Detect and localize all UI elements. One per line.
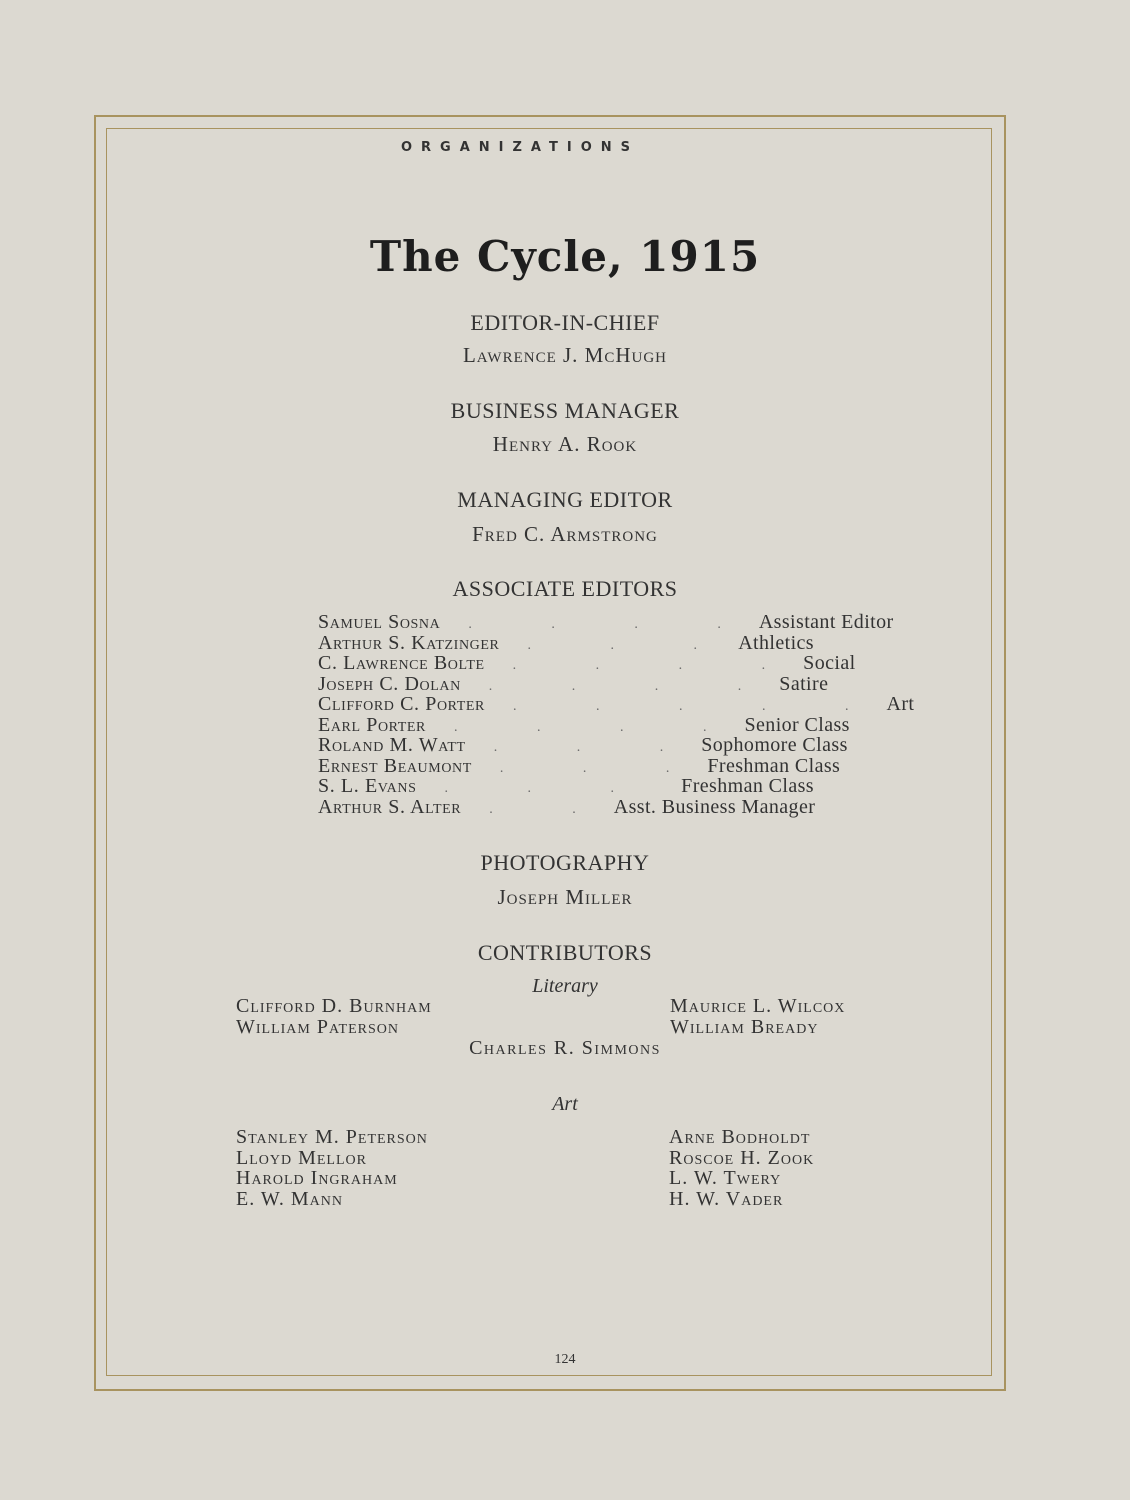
- editor-name: Clifford C. Porter: [318, 693, 485, 715]
- leader-dots: . .: [489, 801, 614, 817]
- list-item: [318, 611, 894, 633]
- leader-dots: . . .: [499, 760, 708, 776]
- contributor-name: Maurice L. Wilcox: [670, 995, 846, 1017]
- list-item: [318, 734, 848, 756]
- contributor-name: L. W. Twery: [669, 1167, 782, 1189]
- editor-title: Senior Class: [744, 713, 850, 736]
- editor-title: Social: [803, 652, 856, 674]
- page-title: The Cycle, 1915: [369, 232, 761, 281]
- leader-dots: . . . .: [488, 678, 780, 694]
- leader-dots: . . .: [444, 781, 652, 796]
- business-manager-name: Henry A. Rook: [492, 432, 638, 456]
- list-item: [318, 652, 856, 674]
- list-item: [318, 693, 915, 715]
- list-item: [318, 713, 850, 736]
- leader-dots: . . . .: [468, 617, 759, 632]
- contributor-name: Arne Bodholdt: [669, 1126, 811, 1148]
- editor-name: Earl Porter: [318, 713, 426, 736]
- editor-name: Roland M. Watt: [318, 734, 466, 756]
- editor-title: Asst. Business Manager: [613, 795, 816, 818]
- list-item: [318, 775, 814, 796]
- editor-name: Ernest Beaumont: [318, 754, 472, 777]
- leader-dots: . . .: [493, 740, 702, 755]
- art-label: Art: [552, 1093, 578, 1115]
- leader-dots: . . . .: [454, 719, 745, 735]
- contributors-heading: CONTRIBUTORS: [477, 940, 653, 965]
- list-item: [318, 754, 841, 777]
- contributor-name: H. W. Vader: [669, 1187, 784, 1210]
- contributor-name: Clifford D. Burnham: [236, 995, 432, 1017]
- associate-editors-list: [318, 611, 915, 818]
- editor-name: Samuel Sosna: [318, 611, 441, 633]
- contributor-name: William Bready: [670, 1015, 819, 1038]
- editor-name: C. Lawrence Bolte: [318, 652, 485, 674]
- literary-left-column: [236, 996, 432, 1037]
- list-item: [318, 672, 829, 695]
- page-number: 124: [554, 1352, 576, 1367]
- contributor-name: Harold Ingraham: [236, 1167, 398, 1189]
- contributor-name: Stanley M. Peterson: [236, 1126, 428, 1148]
- art-right-column: [669, 1127, 814, 1209]
- editor-title: Athletics: [738, 631, 814, 654]
- leader-dots: . . . . .: [513, 699, 887, 714]
- leader-dots: . . . .: [512, 658, 804, 673]
- associate-editors-heading: ASSOCIATE EDITORS: [452, 576, 678, 601]
- literary-label: Literary: [532, 975, 598, 997]
- editor-in-chief-name: Lawrence J. McHugh: [462, 343, 668, 367]
- editor-title: Art: [886, 693, 915, 715]
- editor-title: Assistant Editor: [758, 611, 894, 633]
- list-item: [318, 632, 814, 653]
- literary-center-name: Charles R. Simmons: [469, 1037, 661, 1059]
- leader-dots: . . .: [527, 637, 735, 653]
- editor-title: Satire: [779, 672, 829, 695]
- business-manager-role: BUSINESS MANAGER: [450, 398, 680, 423]
- contributor-name: Lloyd Mellor: [236, 1146, 367, 1169]
- contributor-name: Roscoe H. Zook: [669, 1146, 815, 1169]
- contributor-name: E. W. Mann: [236, 1187, 344, 1210]
- list-item: [318, 796, 814, 817]
- editor-name: Arthur S. Katzinger: [318, 631, 500, 654]
- editor-name: S. L. Evans: [318, 775, 417, 797]
- managing-editor-role: MANAGING EDITOR: [457, 487, 673, 512]
- literary-right-column: [670, 996, 845, 1037]
- editor-title: Sophomore Class: [701, 734, 848, 756]
- editor-in-chief-role: EDITOR-IN-CHIEF: [470, 310, 660, 335]
- art-left-column: [236, 1127, 428, 1209]
- photography-role: PHOTOGRAPHY: [480, 850, 650, 875]
- managing-editor-name: Fred C. Armstrong: [472, 522, 658, 546]
- editor-name: Joseph C. Dolan: [318, 672, 461, 695]
- editor-name: Arthur S. Alter: [318, 795, 462, 818]
- editor-title: Freshman Class: [707, 754, 841, 777]
- section-heading: ORGANIZATIONS: [401, 140, 639, 155]
- contributor-name: William Paterson: [236, 1015, 399, 1038]
- editor-title: Freshman Class: [681, 775, 814, 797]
- photography-name: Joseph Miller: [497, 885, 633, 909]
